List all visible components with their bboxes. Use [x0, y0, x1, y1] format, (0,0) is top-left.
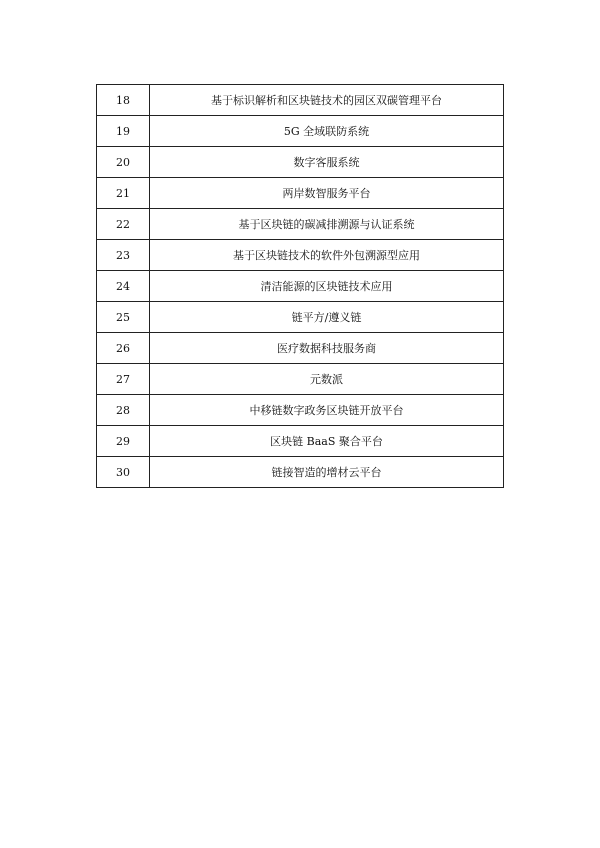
table-row — [97, 240, 504, 271]
row-number: 24 — [97, 271, 150, 302]
row-number: 18 — [97, 85, 150, 116]
row-number: 29 — [97, 426, 150, 457]
table-row — [97, 178, 504, 209]
row-number: 21 — [97, 178, 150, 209]
project-name: 链接智造的增材云平台 — [150, 457, 504, 488]
project-name: 医疗数据科技服务商 — [150, 333, 504, 364]
row-number: 26 — [97, 333, 150, 364]
table-row — [97, 147, 504, 178]
row-number: 25 — [97, 302, 150, 333]
row-number: 23 — [97, 240, 150, 271]
row-number: 19 — [97, 116, 150, 147]
table-row — [97, 209, 504, 240]
project-name: 基于区块链的碳减排溯源与认证系统 — [150, 209, 504, 240]
project-name: 中移链数字政务区块链开放平台 — [150, 395, 504, 426]
table-row — [97, 426, 504, 457]
project-name: 基于标识解析和区块链技术的园区双碳管理平台 — [150, 85, 504, 116]
project-table-body — [97, 85, 504, 488]
table-row — [97, 364, 504, 395]
table-row — [97, 271, 504, 302]
project-name: 数字客服系统 — [150, 147, 504, 178]
row-number: 27 — [97, 364, 150, 395]
row-number: 30 — [97, 457, 150, 488]
table-row — [97, 457, 504, 488]
table-row — [97, 302, 504, 333]
project-name: 链平方/遵义链 — [150, 302, 504, 333]
project-name: 两岸数智服务平台 — [150, 178, 504, 209]
project-name: 元数派 — [150, 364, 504, 395]
project-name: 清洁能源的区块链技术应用 — [150, 271, 504, 302]
table-row — [97, 116, 504, 147]
row-number: 20 — [97, 147, 150, 178]
project-name: 5G 全域联防系统 — [150, 116, 504, 147]
project-name: 基于区块链技术的软件外包溯源型应用 — [150, 240, 504, 271]
table-row — [97, 333, 504, 364]
table-row — [97, 395, 504, 426]
table-row — [97, 85, 504, 116]
project-name: 区块链 BaaS 聚合平台 — [150, 426, 504, 457]
row-number: 28 — [97, 395, 150, 426]
project-table — [96, 84, 504, 488]
row-number: 22 — [97, 209, 150, 240]
